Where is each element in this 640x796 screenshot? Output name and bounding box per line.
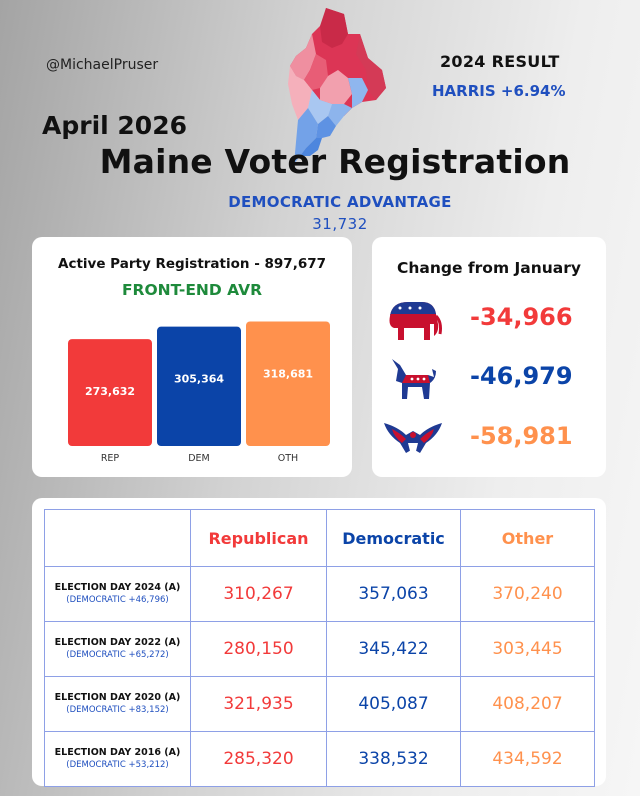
other-change-value: -58,981 — [470, 422, 573, 450]
change-row-republican — [382, 294, 602, 344]
row-sub-label: (DEMOCRATIC +53,212) — [66, 760, 169, 770]
row-sub-label: (DEMOCRATIC +65,272) — [66, 650, 169, 660]
cell-democratic: 338,532 — [327, 732, 461, 787]
table-row — [45, 622, 595, 677]
report-month: April 2026 — [42, 111, 187, 140]
chart-subtitle: FRONT-END AVR — [121, 281, 263, 299]
table-row — [45, 732, 595, 787]
advantage-value: 31,732 — [312, 215, 368, 233]
democratic-donkey-icon — [382, 353, 444, 403]
cell-democratic: 345,422 — [327, 622, 461, 677]
author-handle: @MichaelPruser — [46, 57, 159, 73]
eagle-icon — [382, 413, 444, 463]
result-label: 2024 RESULT — [440, 52, 560, 71]
category-label-rep: REP — [100, 453, 120, 464]
table-header-row — [45, 510, 595, 567]
header-other: Other — [461, 510, 595, 567]
bar-value-label-oth: 318,681 — [262, 367, 314, 381]
result-value: HARRIS +6.94% — [432, 82, 566, 100]
bar-value-label-rep: 273,632 — [84, 385, 136, 399]
registration-chart-card — [32, 237, 352, 477]
change-row-democratic — [382, 353, 602, 403]
change-card — [372, 237, 606, 477]
bar-dem — [157, 327, 241, 446]
chart-title: Active Party Registration - 897,677 — [58, 256, 326, 272]
category-label-dem: DEM — [188, 453, 210, 464]
row-label — [45, 732, 191, 787]
republican-elephant-icon — [382, 294, 444, 344]
history-table — [44, 509, 595, 787]
category-label-oth: OTH — [277, 453, 299, 464]
registration-bar-chart — [32, 237, 352, 477]
bar-oth — [246, 321, 330, 446]
bar-value-label-dem: 305,364 — [173, 372, 225, 386]
header-democratic: Democratic — [327, 510, 461, 567]
row-label-text: ELECTION DAY 2016 (A) — [54, 747, 181, 758]
democratic-change-value: -46,979 — [470, 362, 573, 390]
cell-other: 370,240 — [461, 567, 595, 622]
cell-other: 303,445 — [461, 622, 595, 677]
cell-republican: 310,267 — [191, 567, 327, 622]
cell-republican: 321,935 — [191, 677, 327, 732]
table-row — [45, 567, 595, 622]
table-row — [45, 677, 595, 732]
row-label-text: ELECTION DAY 2024 (A) — [54, 582, 181, 593]
advantage-label: DEMOCRATIC ADVANTAGE — [228, 193, 452, 211]
history-table-card — [32, 498, 606, 786]
cell-democratic: 357,063 — [327, 567, 461, 622]
cell-other: 408,207 — [461, 677, 595, 732]
header-blank-cell — [45, 510, 191, 567]
row-label — [45, 677, 191, 732]
row-label — [45, 622, 191, 677]
row-sub-label: (DEMOCRATIC +83,152) — [66, 705, 169, 715]
cell-other: 434,592 — [461, 732, 595, 787]
change-title: Change from January — [397, 259, 581, 277]
cell-republican: 280,150 — [191, 622, 327, 677]
row-label-text: ELECTION DAY 2022 (A) — [54, 637, 181, 648]
cell-democratic: 405,087 — [327, 677, 461, 732]
row-label — [45, 567, 191, 622]
page-title: Maine Voter Registration — [99, 142, 571, 181]
row-label-text: ELECTION DAY 2020 (A) — [54, 692, 181, 703]
header-republican: Republican — [191, 510, 327, 567]
republican-change-value: -34,966 — [470, 303, 573, 331]
cell-republican: 285,320 — [191, 732, 327, 787]
row-sub-label: (DEMOCRATIC +46,796) — [66, 595, 169, 605]
change-row-other — [382, 413, 602, 463]
